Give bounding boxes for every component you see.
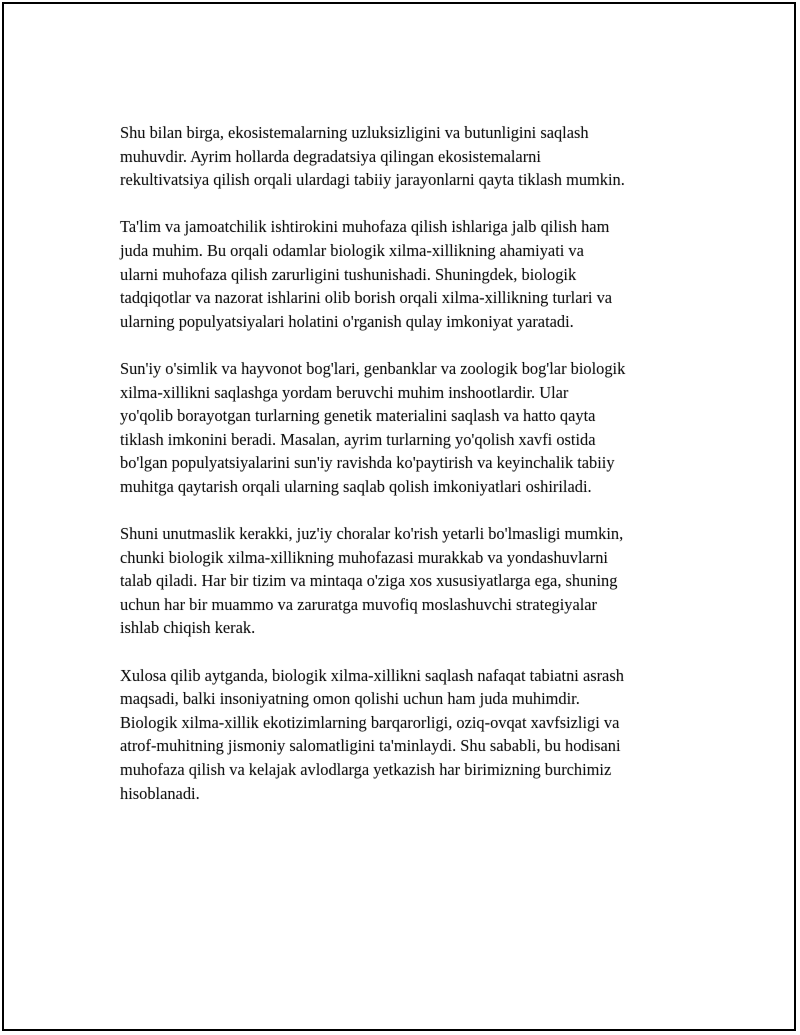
- text-line: yo'qolib borayotgan turlarning genetik materialini saqlash va hatto qayta: [120, 406, 596, 426]
- paragraph-3: [120, 357, 695, 499]
- paragraph-5: [120, 664, 695, 806]
- text-line: chunki biologik xilma-xillikning muhofazasi murakkab va yondashuvlarni: [120, 547, 608, 567]
- text-line: rekultivatsiya qilish orqali ulardagi tabiiy jarayonlarni qayta tiklash mumkin.: [120, 170, 625, 190]
- text-line: ularning populyatsiyalari holatini o'rganish qulay imkoniyat yaratadi.: [120, 311, 574, 331]
- text-line: hisoblanadi.: [120, 783, 200, 803]
- text-line: xilma-xillikni saqlashga yordam beruvchi muhim inshootlardir. Ular: [120, 382, 569, 402]
- text-line: atrof-muhitning jismoniy salomatligini ta'minlaydi. Shu sababli, bu hodisani: [120, 736, 621, 756]
- text-line: maqsadi, balki insoniyatning omon qolishi uchun ham juda muhimdir.: [120, 689, 580, 709]
- text-line: Shu bilan birga, ekosistemalarning uzluksizligini va butunligini saqlash: [120, 123, 589, 142]
- text-line: tiklash imkonini beradi. Masalan, ayrim turlarning yo'qolish xavfi ostida: [120, 429, 596, 449]
- text-line: Sun'iy o'simlik va hayvonot bog'lari, genbanklar va zoologik bog'lar biologik: [120, 358, 626, 378]
- text-line: muhitga qaytarish orqali ularning saqlab qolish imkoniyatlari oshiriladi.: [120, 476, 592, 496]
- text-line: Biologik xilma-xillik ekotizimlarning barqarorligi, oziq-ovqat xavfsizligi va: [120, 712, 620, 732]
- text-line: bo'lgan populyatsiyalarini sun'iy ravishda ko'paytirish va keyinchalik tabiiy: [120, 453, 615, 473]
- text-line: Shuni unutmaslik kerakki, juz'iy choralar ko'rish yetarli bo'lmasligi mumkin,: [120, 524, 624, 544]
- text-line: tadqiqotlar va nazorat ishlarini olib borish orqali xilma-xillikning turlari va: [120, 288, 613, 308]
- paragraph-1: [120, 121, 695, 192]
- text-line: talab qiladi. Har bir tizim va mintaqa o'ziga xos xususiyatlarga ega, shuning: [120, 571, 618, 591]
- text-line: uchun har bir muammo va zaruratga muvofiq moslashuvchi strategiyalar: [120, 594, 598, 614]
- document-page: [2, 2, 796, 1031]
- text-line: ishlab chiqish kerak.: [120, 618, 256, 638]
- text-line: ularni muhofaza qilish zarurligini tushunishadi. Shuningdek, biologik: [120, 264, 577, 284]
- paragraph-2: [120, 215, 695, 333]
- paragraph-4: [120, 522, 695, 640]
- document-body: [120, 121, 695, 829]
- text-line: muhofaza qilish va kelajak avlodlarga yetkazish har birimizning burchimiz: [120, 760, 612, 780]
- text-line: muhuvdir. Ayrim hollarda degradatsiya qilingan ekosistemalarni: [120, 146, 541, 166]
- text-line: Xulosa qilib aytganda, biologik xilma-xillikni saqlash nafaqat tabiatni asrash: [120, 665, 624, 685]
- text-line: juda muhim. Bu orqali odamlar biologik xilma-xillikning ahamiyati va: [120, 240, 584, 260]
- text-line: Ta'lim va jamoatchilik ishtirokini muhofaza qilish ishlariga jalb qilish ham: [120, 217, 610, 237]
